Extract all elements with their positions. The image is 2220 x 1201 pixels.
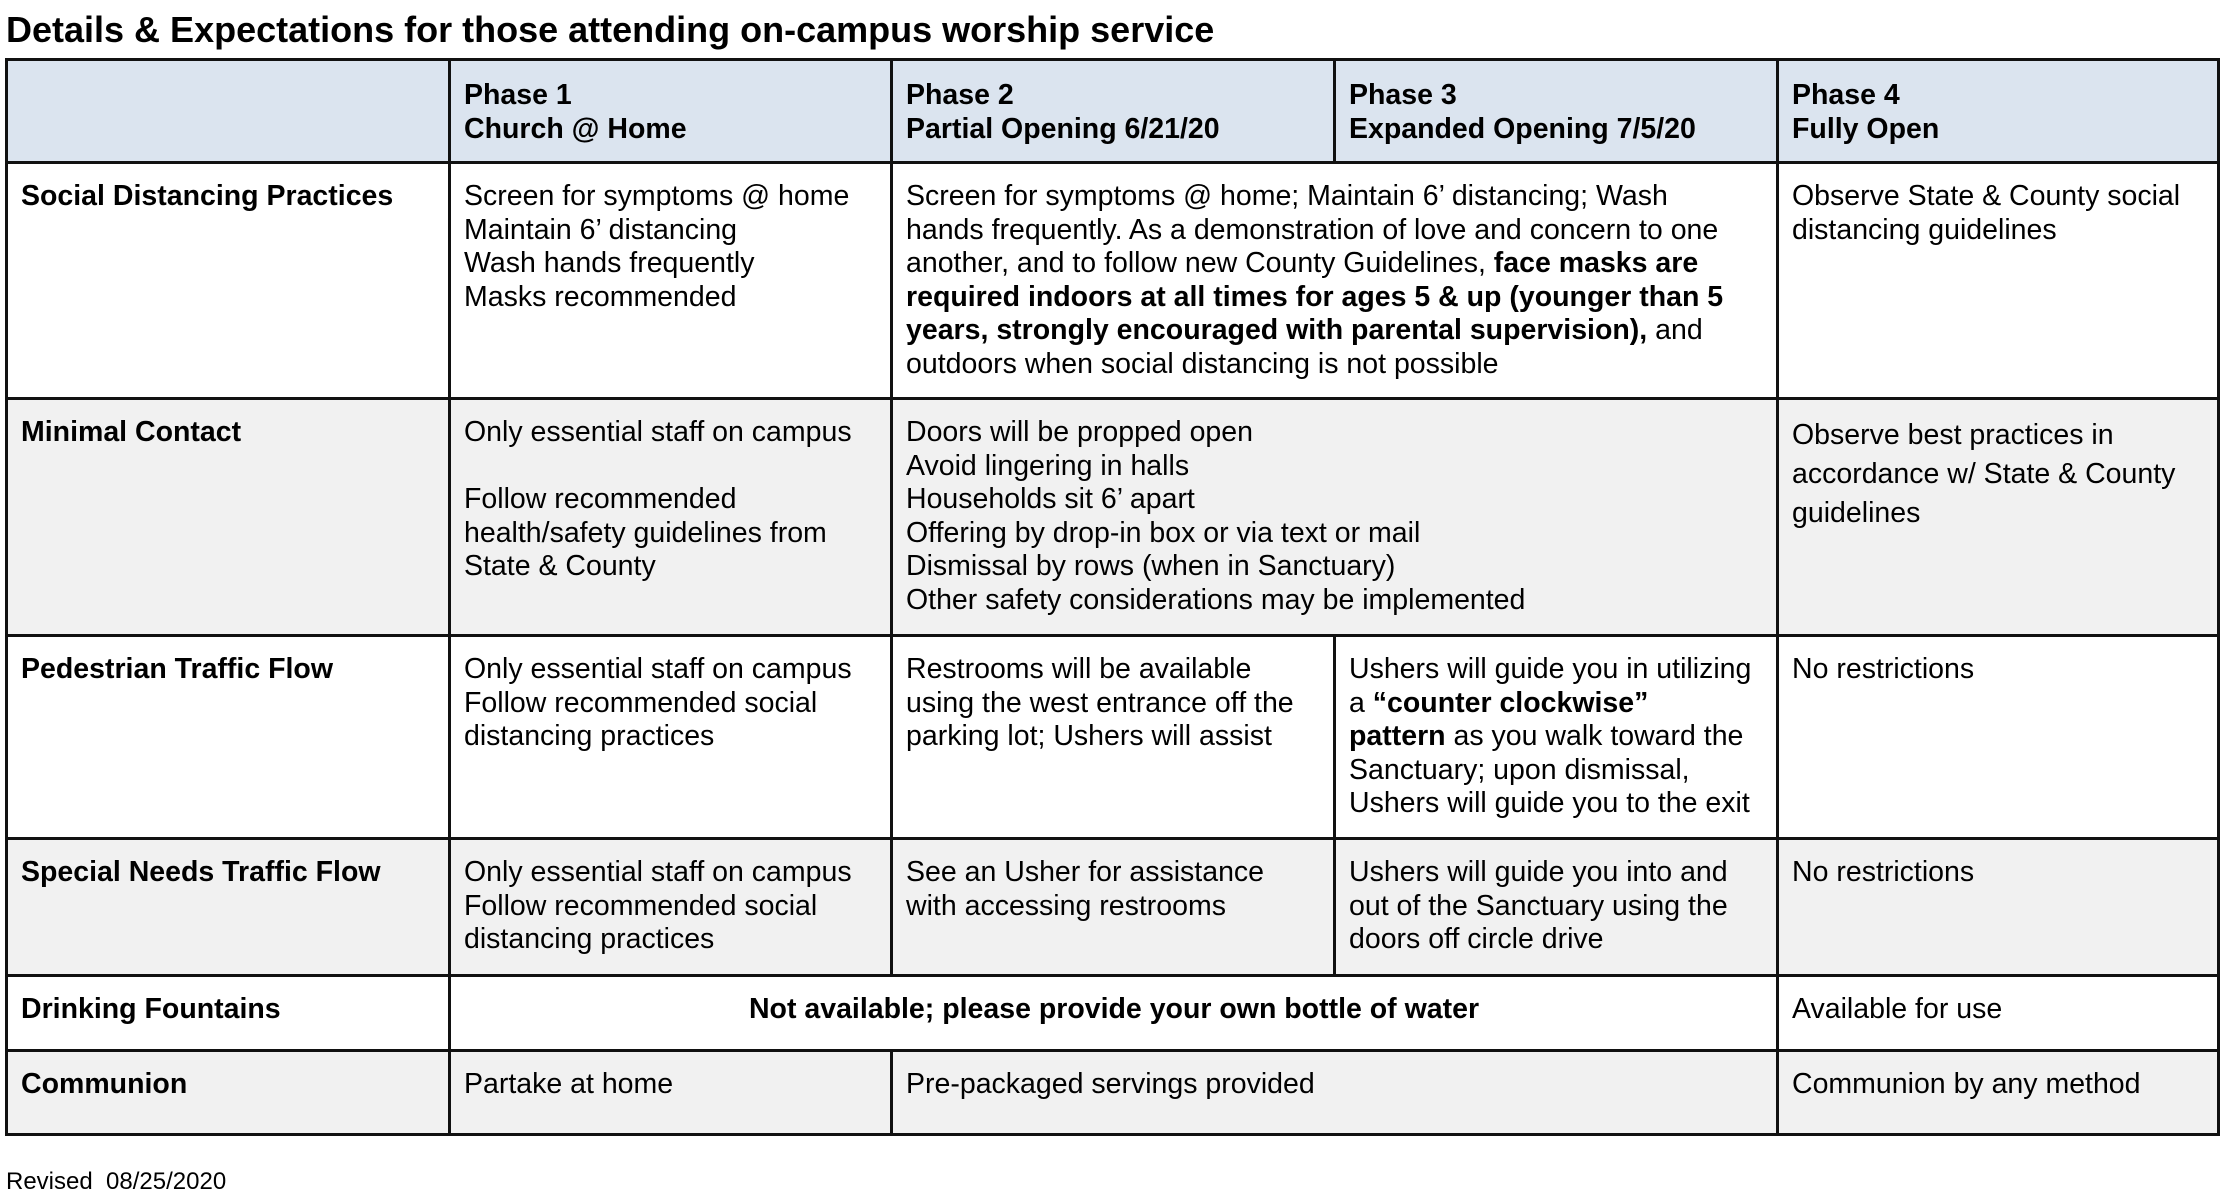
phase2-name: Phase 2 xyxy=(906,79,1014,111)
row-drinking-fountains xyxy=(7,976,2219,1051)
header-phase3 xyxy=(1335,60,1778,163)
row-label: Minimal Contact xyxy=(7,399,450,636)
pedestrian-phase3-cell: Ushers will guide you in utilizing a “counter clockwise” pattern as you walk toward the Sanctuary; upon dismissal, Ushers will guide you to the exit xyxy=(1335,636,1778,839)
row-label: Social Distancing Practices xyxy=(7,163,450,399)
communion-phase2-3-cell: Pre-packaged servings provided xyxy=(892,1051,1778,1135)
row-label: Communion xyxy=(7,1051,450,1135)
special-phase1-cell: Only essential staff on campus Follow recommended social distancing practices xyxy=(450,839,892,976)
header-row xyxy=(7,60,2219,163)
header-phase1 xyxy=(450,60,892,163)
communion-phase4-cell: Communion by any method xyxy=(1778,1051,2219,1135)
row-social-distancing xyxy=(7,163,2219,399)
row-minimal-contact xyxy=(7,399,2219,636)
row-label: Drinking Fountains xyxy=(7,976,450,1051)
row-communion xyxy=(7,1051,2219,1135)
page-title: Details & Expectations for those attending on-campus worship service xyxy=(6,9,1215,50)
fountains-phase4-cell: Available for use xyxy=(1778,976,2219,1051)
header-phase4 xyxy=(1778,60,2219,163)
phase2-desc: Partial Opening 6/21/20 xyxy=(906,112,1220,145)
special-phase3-cell: Ushers will guide you into and out of the Sanctuary using the doors off circle drive xyxy=(1335,839,1778,976)
special-phase2-cell: See an Usher for assistance with accessing restrooms xyxy=(892,839,1335,976)
phase3-name: Phase 3 xyxy=(1349,79,1457,111)
phase1-name: Phase 1 xyxy=(464,79,572,111)
header-corner xyxy=(7,60,450,163)
special-phase4-cell: No restrictions xyxy=(1778,839,2219,976)
social-phase4-cell: Observe State & County social distancing guidelines xyxy=(1778,163,2219,399)
phase4-desc: Fully Open xyxy=(1792,112,1940,145)
contact-phase4-cell: Observe best practices in accordance w/ State & County guidelines xyxy=(1778,399,2219,636)
phase-table xyxy=(5,58,2220,1136)
social-phase2-3-cell: Screen for symptoms @ home; Maintain 6’ distancing; Wash hands frequently. As a demonstration of love and concern to one another, and to follow new County Guidelines, face masks are required indoors at all times for ages 5 & up (younger than 5 years, strongly encouraged with parental supervision), and outdoors when social distancing is not possible xyxy=(892,163,1778,399)
phase3-desc: Expanded Opening 7/5/20 xyxy=(1349,112,1696,145)
row-label: Pedestrian Traffic Flow xyxy=(7,636,450,839)
row-label: Special Needs Traffic Flow xyxy=(7,839,450,976)
row-pedestrian-traffic xyxy=(7,636,2219,839)
pedestrian-phase4-cell: No restrictions xyxy=(1778,636,2219,839)
contact-phase1-cell: Only essential staff on campus Follow recommended health/safety guidelines from State & County xyxy=(450,399,892,636)
pedestrian-phase1-cell: Only essential staff on campus Follow recommended social distancing practices xyxy=(450,636,892,839)
phase1-desc: Church @ Home xyxy=(464,112,687,145)
contact-phase2-3-cell: Doors will be propped open Avoid lingering in halls Households sit 6’ apart Offering by drop-in box or via text or mail Dismissal by rows (when in Sanctuary) Other safety considerations may be implemented xyxy=(892,399,1778,636)
social-phase1-cell: Screen for symptoms @ home Maintain 6’ distancing Wash hands frequently Masks recommended xyxy=(450,163,892,399)
header-phase2 xyxy=(892,60,1335,163)
row-special-needs-traffic xyxy=(7,839,2219,976)
pedestrian-phase2-cell: Restrooms will be available using the west entrance off the parking lot; Ushers will assist xyxy=(892,636,1335,839)
fountains-phase1-3-cell: Not available; please provide your own bottle of water xyxy=(450,976,1778,1051)
revised-date: Revised 08/25/2020 xyxy=(6,1168,227,1195)
phase4-name: Phase 4 xyxy=(1792,79,1900,111)
communion-phase1-cell: Partake at home xyxy=(450,1051,892,1135)
